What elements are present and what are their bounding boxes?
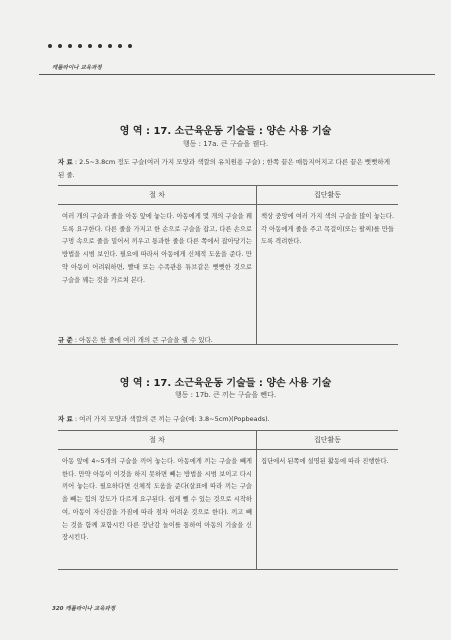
criterion-label: 규 준 (58, 336, 73, 344)
section-subtitle: 행동 : 17b. 큰 끼는 구슬을 뺀다. (174, 391, 277, 399)
procedure-text: 아동 앞에 4~5개의 구슬을 끼어 놓는다. 아동에게 끼는 구슬을 빼게 한다. 만약 아동이 이것을 하지 못하면 빼는 방법을 시범 보이고 다시 끼어 놓는다. 필요하다면 신체적 도움을 준다(살표에 따라 끼는 구슬을 빼는 힘의 강도가 다르게 요구된다. 쉽게 뺄 수 있는 것으로 시작하여, 아동이 자신감을 가짐에 따라 점차 어려운 것으로 한다). 끼고 빼는 것을 함께 포함시킨 다른 장난감 놀이를 통하여 아동의 기술을 신장시킨다. (58, 450, 257, 570)
group-header: 집단활동 (257, 186, 399, 205)
section-title: 영 역 : 17. 소근육운동 기술들 : 양손 사용 기술 (119, 378, 332, 389)
materials-label: 자 료 (58, 158, 73, 166)
materials-text: : 2.5~3.8cm 정도 구슬(여러 가지 모양과 색깔의 유치원용 구슬) ; 한쪽 끝은 매듭지어지고 다른 끝은 뻣뻣하게 된 줄. (58, 158, 390, 179)
activity-table (58, 430, 398, 570)
group-text: 집단에서 된쪽에 설명된 활동에 따라 진행한다. (257, 450, 399, 570)
running-header: 캐롤라이나 교육과정 (52, 65, 102, 71)
materials-text: : 여러 가지 모양과 색깔의 큰 끼는 구슬(예: 3.8~5cm)(Popbeads). (72, 415, 270, 423)
materials-label: 자 료 (58, 415, 73, 423)
header-dots (48, 44, 132, 48)
criterion-text: : 아동은 한 줄에 여러 개의 큰 구슬을 꿸 수 있다. (72, 336, 213, 344)
activity-table (58, 185, 398, 345)
group-header: 집단활동 (257, 431, 399, 450)
procedure-header: 절 차 (58, 431, 257, 450)
criterion (58, 335, 213, 344)
procedure-text: 여러 개의 구슬과 줄을 아동 앞에 놓는다. 아동에게 몇 개의 구슬을 꿰도록 요구한다. 다른 줄을 가지고 한 손으로 구슬을 잡고, 다른 손으로 구멍 속으로 줄을 밀어서 끼우고 통과한 줄을 다른 쪽에서 잡아당기는 방법을 시범 보인다. 필요에 따라서 아동에게 신체적 도움을 준다. 만약 아동이 어려워하면, 빨대 또는 수족관용 튜브같은 뻣뻣한 것으로 구슬을 꿰는 것을 가르쳐 본다. (58, 205, 257, 345)
section-title: 영 역 : 17. 소근육운동 기술들 : 양손 사용 기술 (119, 126, 332, 137)
materials (58, 156, 398, 182)
procedure-header: 절 차 (58, 186, 257, 205)
group-text: 책상 중앙에 여러 가지 색의 구슬을 많이 놓는다. 각 아동에게 줄을 주고 목걸이(또는 팔찌)를 만들도록 격려한다. (257, 205, 399, 345)
materials (58, 413, 398, 426)
header-rule (39, 74, 435, 75)
page-footer: 320 캐롤라이나 교육과정 (52, 606, 116, 612)
section-subtitle: 행동 : 17a. 큰 구슬을 꿴다. (182, 140, 269, 148)
